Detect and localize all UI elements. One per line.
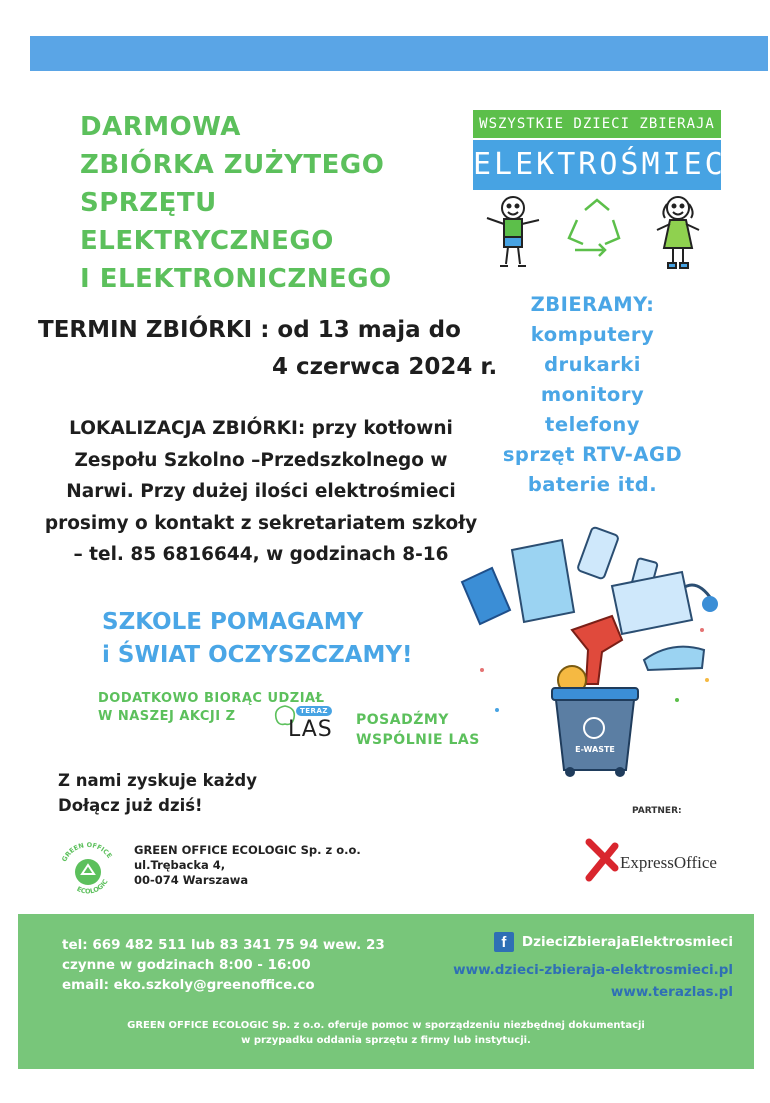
iron-icon: [644, 647, 704, 670]
forest-info-right1: POSADŹMY: [356, 712, 449, 728]
join-invitation: [58, 768, 257, 818]
collected-item: drukarki: [544, 353, 641, 376]
contact-hours: czynne w godzinach 8:00 - 16:00: [62, 957, 311, 973]
recycle-bin-icon: [552, 688, 638, 777]
company-name: GREEN OFFICE ECOLOGIC Sp. z o.o.: [134, 843, 361, 857]
collection-term-line1: TERMIN ZBIÓRKI : od 13 maja do: [38, 317, 461, 343]
company-city: 00-074 Warszawa: [134, 873, 249, 887]
slogan-line1: SZKOLE POMAGAMY: [102, 609, 364, 635]
website-link-elektrosmieci[interactable]: www.dzieci-zbieraja-elektrosmieci.pl: [453, 962, 733, 978]
join-line1: Z nami zyskuje każdy: [58, 771, 257, 790]
collected-item: sprzęt RTV-AGD: [502, 443, 683, 466]
collected-item: monitory: [540, 383, 645, 406]
location-line: prosimy o kontakt z sekretariatem szkoły: [44, 512, 478, 534]
documentation-note: [18, 1018, 754, 1048]
headline-line: SPRZĘTU: [80, 188, 217, 218]
facebook-icon: f: [494, 932, 514, 952]
forest-info-right2: WSPÓLNIE LAS: [356, 732, 480, 748]
location-line: Narwi. Przy dużej ilości elektrośmieci: [66, 481, 456, 502]
contact-phone[interactable]: tel: 669 482 511 lub 83 341 75 94 wew. 23: [62, 937, 385, 953]
campaign-logo-main-text: ELEKTROŚMIECI: [473, 140, 721, 190]
logo-text-top: GREEN OFFICE: [60, 840, 114, 864]
kettle-icon: [462, 568, 510, 624]
collection-location: [18, 413, 504, 571]
contact-details: [62, 935, 385, 995]
contact-footer: [18, 914, 754, 1069]
campaign-logo-top-text: WSZYSTKIE DZIECI ZBIERAJA: [473, 110, 721, 138]
company-address: [134, 843, 361, 888]
contact-email[interactable]: email: eko.szkoly@greenoffice.co: [62, 977, 315, 993]
headline-line: DARMOWA: [80, 112, 241, 142]
monitor-icon: [512, 540, 574, 622]
partner-label: PARTNER:: [632, 806, 682, 816]
boy-figure-icon: [487, 197, 539, 266]
recycle-icon: [569, 200, 619, 256]
headline-line: I ELEKTRONICZNEGO: [80, 264, 392, 294]
join-line2: Dołącz już dziś!: [58, 796, 203, 815]
collected-item: komputery: [530, 323, 655, 346]
company-street: ul.Trębacka 4,: [134, 858, 226, 872]
las-wordmark: LAS: [288, 717, 333, 742]
laptop-icon: [612, 572, 692, 634]
top-banner-bar: [30, 36, 768, 71]
expressoffice-logo-icon: [585, 838, 621, 882]
logo-text-bottom: ECOLOGIC: [75, 877, 110, 896]
campaign-logo: [473, 110, 747, 270]
teraz-las-logo: [270, 704, 350, 742]
location-line: – tel. 85 6816644, w godzinach 8-16: [73, 544, 449, 565]
girl-figure-icon: [657, 197, 699, 268]
forest-info-line2: W NASZEJ AKCJI Z: [98, 709, 236, 724]
location-line: LOKALIZACJA ZBIÓRKI: przy kotłowni: [69, 418, 453, 439]
headline-line: ZBIÓRKA ZUŻYTEGO: [80, 150, 385, 180]
slogan-line2: i ŚWIAT OCZYSZCZAMY!: [102, 642, 413, 668]
note-line2: w przypadku oddania sprzętu z firmy lub instytucji.: [241, 1035, 531, 1046]
forest-info-line1: DODATKOWO BIORĄC UDZIAŁ: [98, 691, 325, 706]
collected-items-title: ZBIERAMY:: [530, 293, 655, 316]
headline: [80, 108, 480, 298]
e-waste-bin-illustration: [452, 520, 722, 780]
note-line1: GREEN OFFICE ECOLOGIC Sp. z o.o. oferuje pomoc w sporządzeniu niezbędnej dokumentacji: [127, 1020, 645, 1031]
headline-line: ELEKTRYCZNEGO: [80, 226, 334, 256]
kids-recycling-illustration: [473, 192, 721, 272]
facebook-link[interactable]: [494, 932, 733, 952]
slogan: [102, 606, 413, 672]
collection-term-line2: 4 czerwca 2024 r.: [272, 354, 498, 380]
teraz-badge: TERAZ: [296, 706, 332, 716]
collected-item: baterie itd.: [527, 473, 658, 496]
green-office-ecologic-logo: [55, 838, 121, 904]
location-line: Zespołu Szkolno –Przedszkolnego w: [74, 449, 448, 471]
bin-label: E-WASTE: [575, 745, 615, 754]
collected-item: telefony: [545, 413, 640, 436]
collected-items-list: [495, 290, 690, 500]
smartphone-icon: [577, 527, 619, 580]
website-link-terazlas[interactable]: www.terazlas.pl: [610, 984, 733, 1000]
facebook-page-name: DzieciZbierajaElektrosmieci: [521, 934, 733, 950]
recycle-icon: [75, 859, 101, 885]
partner-name: ExpressOffice: [620, 853, 717, 872]
